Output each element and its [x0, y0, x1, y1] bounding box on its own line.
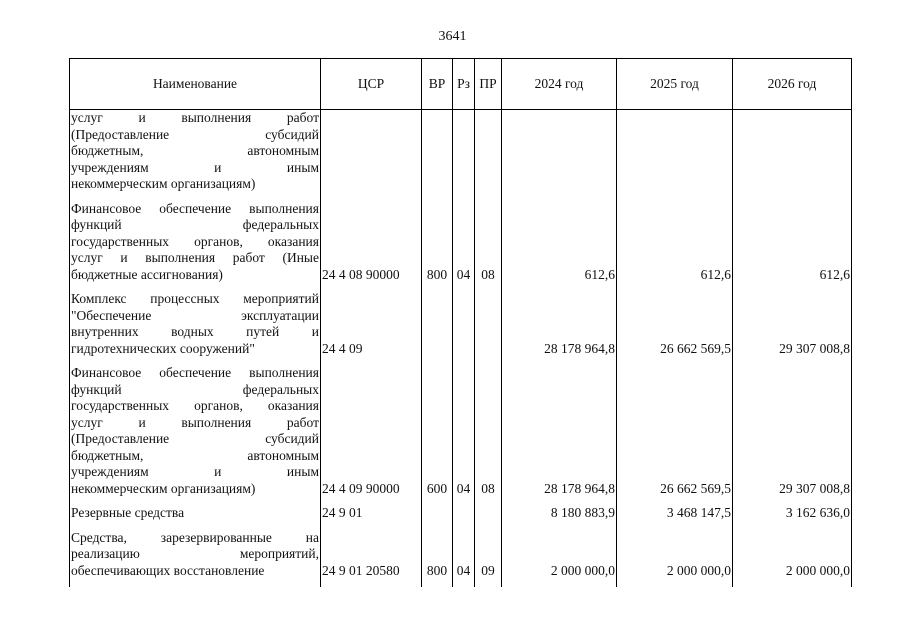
cell-pr [475, 291, 502, 365]
name-line: Финансовое обеспечение выполнения [71, 200, 319, 216]
header-2024: 2024 год [502, 59, 617, 110]
cell-rz: 04 [453, 365, 475, 505]
cell-pr [475, 505, 502, 530]
name-line: функций федеральных [71, 381, 319, 397]
cell-2026: 2 000 000,0 [733, 530, 852, 588]
cell-vr: 800 [422, 530, 453, 588]
cell-pr: 08 [475, 201, 502, 292]
header-2026: 2026 год [733, 59, 852, 110]
cell-name [70, 291, 321, 365]
cell-vr [422, 110, 453, 201]
header-rz: Рз [453, 59, 475, 110]
name-line: (Предоставление субсидий [71, 126, 319, 142]
name-line: государственных органов, оказания [71, 233, 319, 249]
page-number: 3641 [438, 29, 467, 44]
name-line: Резервные средства [71, 505, 185, 520]
cell-pr [475, 110, 502, 201]
cell-csr [321, 110, 422, 201]
table-body [70, 110, 852, 588]
cell-2024: 28 178 964,8 [502, 365, 617, 505]
table-row [70, 291, 852, 365]
name-line: некоммерческим организациям) [71, 480, 256, 496]
cell-vr: 800 [422, 201, 453, 292]
cell-vr [422, 291, 453, 365]
name-line: государственных органов, оказания [71, 398, 319, 413]
cell-rz [453, 291, 475, 365]
cell-rz: 04 [453, 201, 475, 292]
cell-csr: 24 4 09 90000 [321, 365, 422, 505]
cell-2026: 29 307 008,8 [733, 291, 852, 365]
name-line: бюджетные ассигнования) [71, 266, 223, 282]
cell-2026 [733, 110, 852, 201]
cell-vr [422, 505, 453, 530]
table-row [70, 110, 852, 201]
cell-2026: 3 162 636,0 [733, 505, 852, 530]
name-line: гидротехнических сооружений" [71, 340, 255, 356]
cell-2024 [502, 110, 617, 201]
name-line: Финансовое обеспечение выполнения [71, 365, 319, 380]
cell-2025: 3 468 147,5 [617, 505, 733, 530]
cell-csr: 24 4 09 [321, 291, 422, 365]
cell-name [70, 110, 321, 201]
cell-name [70, 530, 321, 588]
header-name: Наименование [70, 59, 321, 110]
cell-2025: 2 000 000,0 [617, 530, 733, 588]
cell-2026: 612,6 [733, 201, 852, 292]
table-row [70, 201, 852, 292]
cell-2025: 26 662 569,5 [617, 365, 733, 505]
cell-2025: 26 662 569,5 [617, 291, 733, 365]
table-row [70, 505, 852, 530]
cell-rz [453, 110, 475, 201]
cell-csr: 24 9 01 20580 [321, 530, 422, 588]
name-line: реализацию мероприятий, [71, 546, 319, 561]
cell-pr: 08 [475, 365, 502, 505]
cell-name [70, 201, 321, 292]
cell-2025: 612,6 [617, 201, 733, 292]
cell-name [70, 505, 321, 530]
name-line: Средства, зарезервированные на [71, 529, 319, 545]
cell-name [70, 365, 321, 505]
name-line: "Обеспечение эксплуатации [71, 307, 319, 323]
cell-2024: 28 178 964,8 [502, 291, 617, 365]
name-line: обеспечивающих восстановление [71, 562, 265, 578]
name-line: услуг и выполнения работ (Иные [71, 250, 319, 265]
name-line: бюджетным, автономным [71, 143, 319, 158]
table-row [70, 530, 852, 588]
name-line: внутренних водных путей и [71, 324, 319, 339]
name-line: учреждениям и иным [71, 159, 319, 175]
cell-pr: 09 [475, 530, 502, 588]
header-pr: ПР [475, 59, 502, 110]
name-line: функций федеральных [71, 217, 319, 232]
cell-csr: 24 9 01 [321, 505, 422, 530]
name-line: Комплекс процессных мероприятий [71, 291, 319, 306]
table-header-row [70, 59, 852, 110]
cell-2026: 29 307 008,8 [733, 365, 852, 505]
name-line: учреждениям и иным [71, 464, 319, 479]
name-line: (Предоставление субсидий [71, 431, 319, 446]
name-line: услуг и выполнения работ [71, 414, 319, 430]
header-vr: ВР [422, 59, 453, 110]
cell-2024: 2 000 000,0 [502, 530, 617, 588]
cell-csr: 24 4 08 90000 [321, 201, 422, 292]
cell-2024: 8 180 883,9 [502, 505, 617, 530]
cell-rz: 04 [453, 530, 475, 588]
name-line: некоммерческим организациям) [71, 176, 256, 191]
table-row [70, 365, 852, 505]
name-line: услуг и выполнения работ [71, 110, 319, 125]
header-2025: 2025 год [617, 59, 733, 110]
cell-vr: 600 [422, 365, 453, 505]
budget-table [69, 58, 852, 587]
header-csr: ЦСР [321, 59, 422, 110]
name-line: бюджетным, автономным [71, 447, 319, 463]
cell-2025 [617, 110, 733, 201]
cell-rz [453, 505, 475, 530]
cell-2024: 612,6 [502, 201, 617, 292]
